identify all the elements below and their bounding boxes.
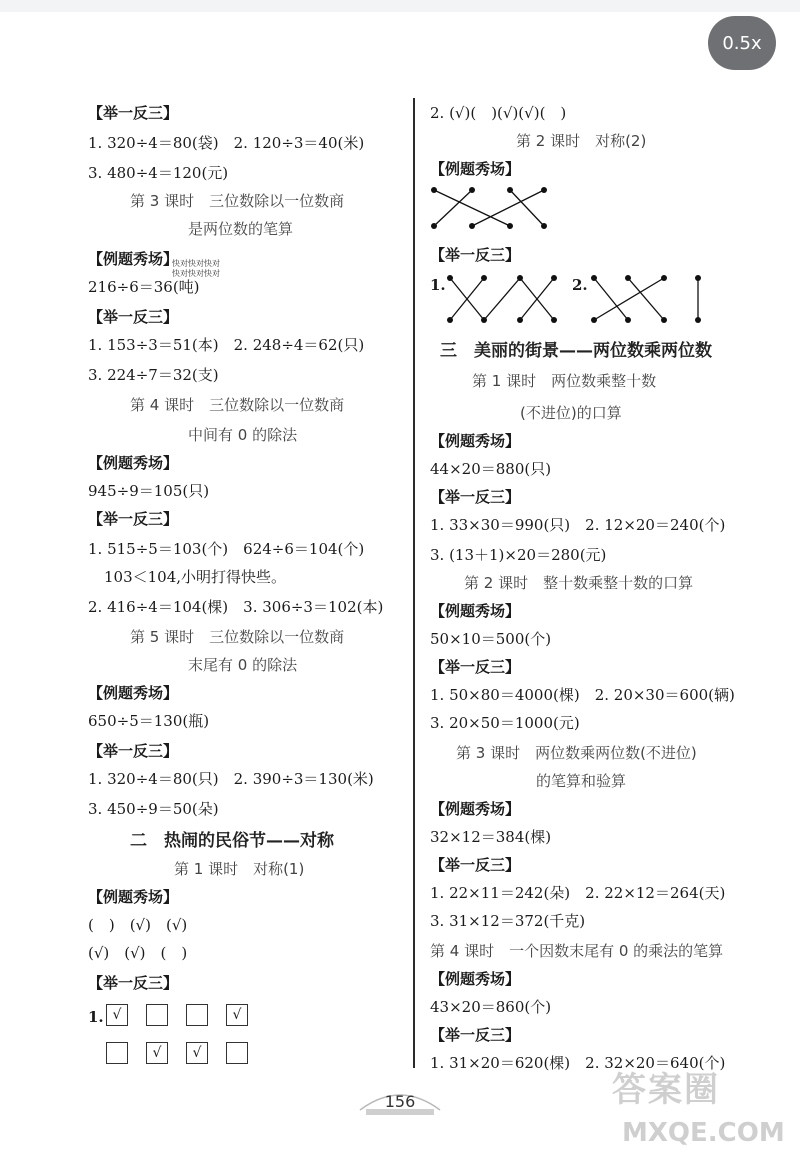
answer-line: 3. (13＋1)×20＝280(元) [430, 546, 607, 564]
section-heading: 【举一反三】 [430, 856, 521, 874]
section-heading: 【举一反三】 [430, 1026, 521, 1044]
section-heading: 【举一反三】 [88, 308, 179, 326]
answer-line: 50×10＝500(个) [430, 630, 552, 648]
matching-lines-1 [444, 270, 564, 326]
answer-line: 44×20＝880(只) [430, 460, 552, 478]
section-heading: 【例题秀场】 [88, 250, 179, 268]
lesson-title: 第 2 课时 整十数乘整十数的口算 [464, 574, 694, 592]
section-heading: 【举一反三】 [88, 742, 179, 760]
matching-lines-2 [588, 270, 708, 326]
lesson-title: 第 1 课时 对称(1) [174, 860, 305, 878]
unit-title: 三 美丽的街景——两位数乘两位数 [440, 341, 712, 361]
section-heading: 【例题秀场】 [430, 800, 521, 818]
answer-line: 1. 515÷5＝103(个) 624÷6＝104(个) [88, 540, 365, 558]
answer-line: 1. 33×30＝990(只) 2. 12×20＝240(个) [430, 516, 726, 534]
lesson-title: 第 4 课时 三位数除以一位数商 [130, 396, 345, 414]
page-number: 156 [384, 1091, 416, 1111]
checkbox: √ [106, 1004, 128, 1026]
lesson-title: 第 5 课时 三位数除以一位数商 [130, 628, 345, 646]
section-heading: 【例题秀场】 [88, 684, 179, 702]
section-heading: 【举一反三】 [88, 510, 179, 528]
section-heading: 【举一反三】 [430, 658, 521, 676]
lesson-title: 第 1 课时 两位数乘整十数 [472, 372, 657, 390]
question-number: 1. [430, 276, 446, 294]
handwritten-note: 快对快对快对 [172, 269, 220, 278]
section-heading: 【举一反三】 [430, 488, 521, 506]
answer-line: ( ) (√) (√) [88, 916, 188, 934]
lesson-title: (不进位)的口算 [520, 404, 622, 422]
section-heading: 【例题秀场】 [430, 970, 521, 988]
check-row-1 [106, 1004, 266, 1026]
section-heading: 【举一反三】 [88, 974, 179, 992]
section-heading: 【举一反三】 [88, 104, 179, 122]
answer-line: 1. 31×20＝620(棵) 2. 32×20＝640(个) [430, 1054, 726, 1072]
answer-line: 43×20＝860(个) [430, 998, 552, 1016]
check-row-2 [106, 1042, 266, 1064]
top-bar [0, 0, 800, 12]
answer-line: 3. 480÷4＝120(元) [88, 164, 229, 182]
checkbox [106, 1042, 128, 1064]
lesson-title: 第 2 课时 对称(2) [516, 132, 647, 150]
zoom-badge[interactable]: 0.5x [708, 16, 776, 70]
section-heading: 【例题秀场】 [430, 432, 521, 450]
matching-lines-diagram [426, 182, 556, 232]
answer-line: 103＜104,小明打得快些。 [104, 568, 287, 586]
watermark-logo: 答案圈 [612, 1070, 720, 1110]
lesson-title: 第 3 课时 三位数除以一位数商 [130, 192, 345, 210]
lesson-title: 中间有 0 的除法 [188, 426, 298, 444]
answer-line: 3. 31×12＝372(千克) [430, 912, 586, 930]
answer-line: 1. 320÷4＝80(只) 2. 390÷3＝130(米) [88, 770, 374, 788]
unit-title: 二 热闹的民俗节——对称 [130, 831, 334, 851]
section-heading: 【例题秀场】 [88, 454, 179, 472]
checkbox [146, 1004, 168, 1026]
section-heading: 【例题秀场】 [88, 888, 179, 906]
lesson-title: 第 4 课时 一个因数末尾有 0 的乘法的笔算 [430, 942, 724, 960]
section-heading: 【举一反三】 [430, 246, 521, 264]
answer-line: 2. (√)( )(√)(√)( ) [430, 104, 567, 122]
question-number: 2. [572, 276, 588, 294]
answer-line: 3. 20×50＝1000(元) [430, 714, 580, 732]
handwritten-note: 快对快对快对 [172, 259, 220, 268]
checkbox: √ [226, 1004, 248, 1026]
lesson-title: 的笔算和验算 [536, 772, 627, 790]
question-number: 1. [88, 1008, 104, 1026]
answer-line: (√) (√) ( ) [88, 944, 188, 962]
lesson-title: 末尾有 0 的除法 [188, 656, 298, 674]
answer-line: 1. 22×11＝242(朵) 2. 22×12＝264(天) [430, 884, 726, 902]
column-divider [413, 98, 415, 1068]
checkbox: √ [186, 1042, 208, 1064]
lesson-title: 第 3 课时 两位数乘两位数(不进位) [456, 744, 697, 762]
answer-line: 1. 153÷3＝51(本) 2. 248÷4＝62(只) [88, 336, 365, 354]
watermark-url: MXQE.COM [622, 1118, 785, 1148]
section-heading: 【例题秀场】 [430, 602, 521, 620]
checkbox: √ [146, 1042, 168, 1064]
checkbox [186, 1004, 208, 1026]
answer-line: 32×12＝384(棵) [430, 828, 552, 846]
answer-line: 216÷6＝36(吨) [88, 278, 200, 296]
checkbox [226, 1042, 248, 1064]
answer-line: 2. 416÷4＝104(棵) 3. 306÷3＝102(本) [88, 598, 384, 616]
answer-line: 1. 320÷4＝80(袋) 2. 120÷3＝40(米) [88, 134, 365, 152]
answer-line: 650÷5＝130(瓶) [88, 712, 210, 730]
lesson-title: 是两位数的笔算 [188, 220, 294, 238]
answer-line: 945÷9＝105(只) [88, 482, 210, 500]
answer-line: 3. 450÷9＝50(朵) [88, 800, 219, 818]
section-heading: 【例题秀场】 [430, 160, 521, 178]
answer-line: 3. 224÷7＝32(支) [88, 366, 219, 384]
answer-line: 1. 50×80＝4000(棵) 2. 20×30＝600(辆) [430, 686, 735, 704]
